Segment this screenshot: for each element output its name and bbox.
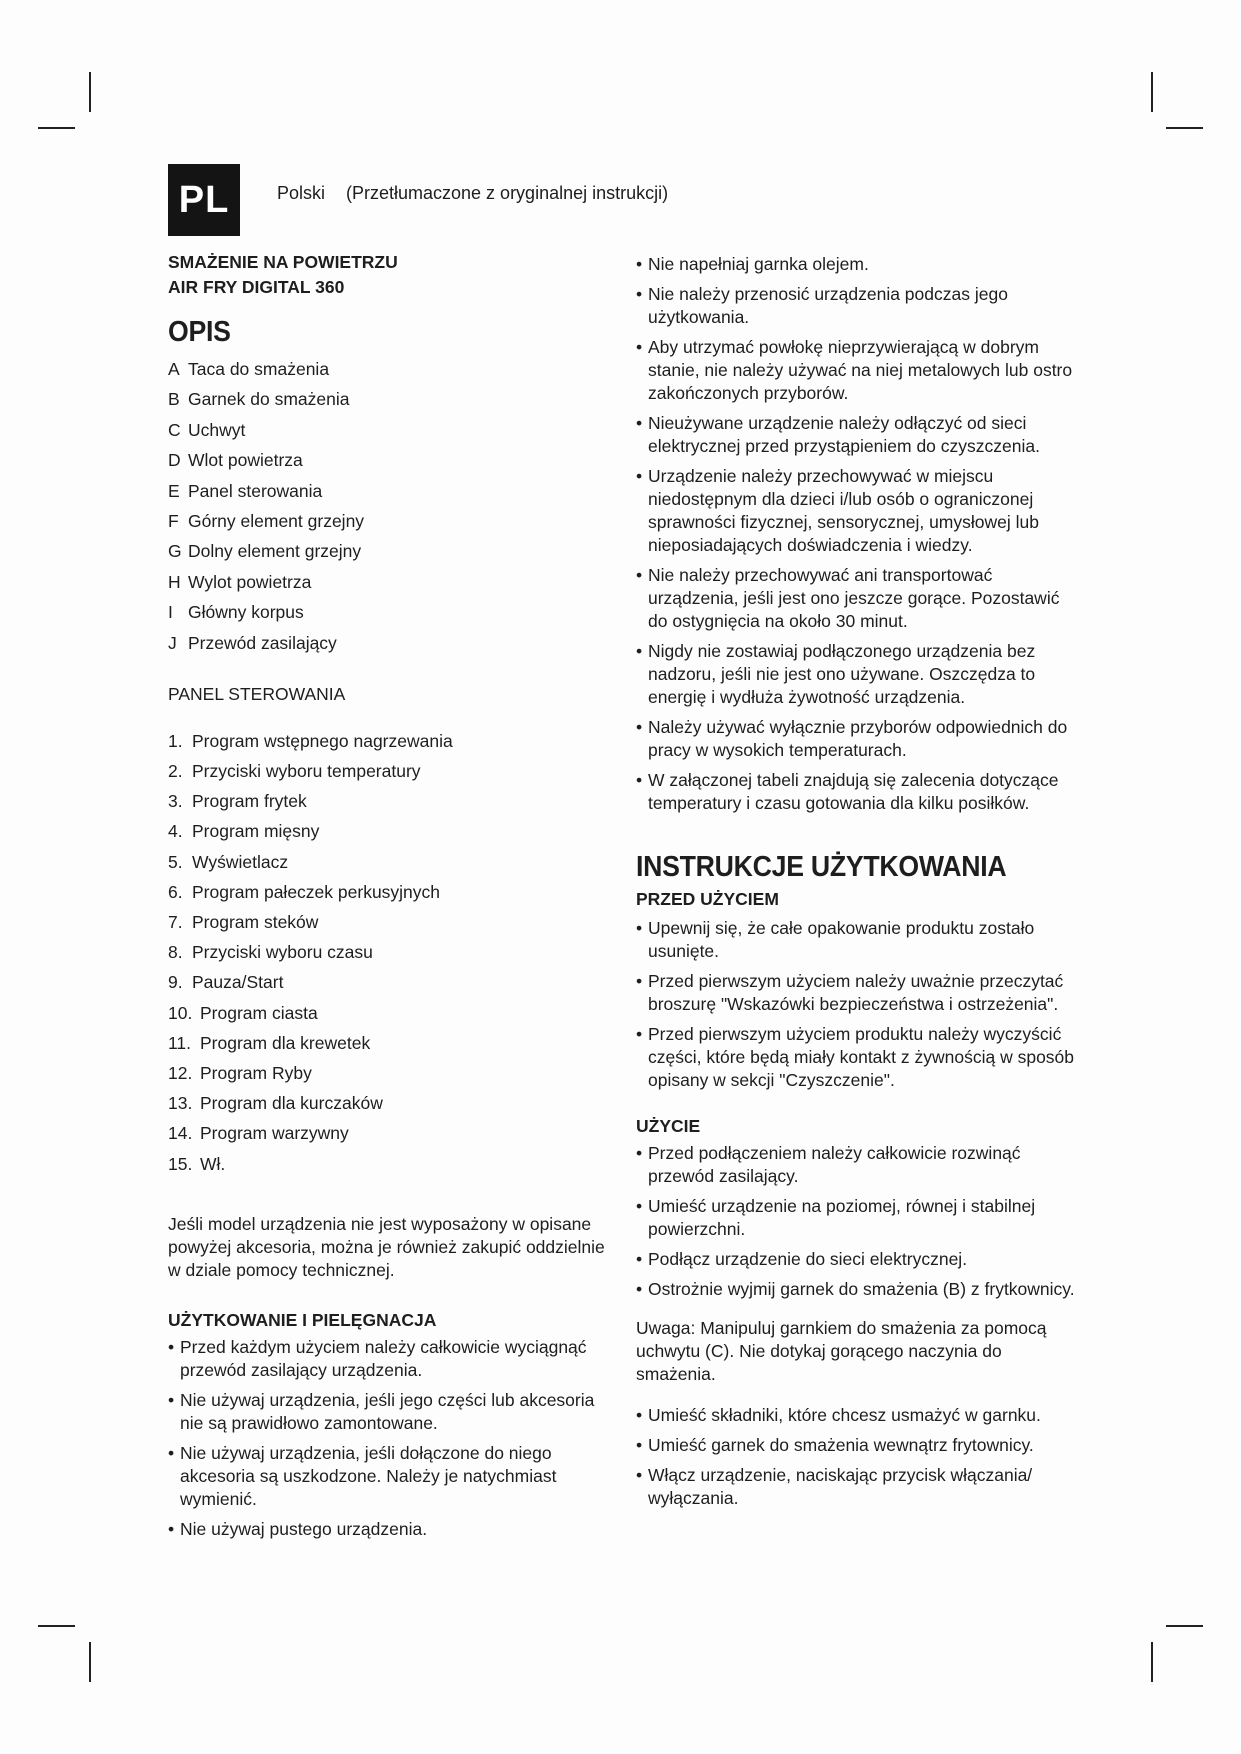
list-item: I Główny korpus: [168, 602, 304, 623]
list-item: G Dolny element grzejny: [168, 541, 362, 562]
instructions-heading: INSTRUKCJE UŻYTKOWANIA: [636, 851, 1007, 883]
list-item: 3. Program frytek: [168, 791, 307, 812]
control-panel-list: [168, 726, 608, 1179]
list-item: • Nie napełniaj garnka olejem.: [636, 253, 1076, 276]
list-item: • Upewnij się, że całe opakowanie produktu zostało usunięte.: [636, 917, 1076, 963]
list-item: 11. Program dla krewetek: [168, 1032, 371, 1053]
list-item: C Uchwyt: [168, 419, 246, 440]
crop-mark-tr-v: [1151, 72, 1153, 112]
list-item: H Wylot powietrza: [168, 571, 312, 592]
list-item: F Górny element grzejny: [168, 510, 365, 531]
product-title-line2: AIR FRY DIGITAL 360: [168, 277, 345, 297]
description-heading: OPIS: [168, 316, 231, 348]
crop-mark-br-v: [1151, 1642, 1153, 1682]
list-item: 6. Program pałeczek perkusyjnych: [168, 881, 441, 902]
crop-mark-bl-v: [89, 1642, 91, 1682]
list-item: • Nieużywane urządzenie należy odłączyć od sieci elektrycznej przed przystąpieniem do czyszczenia.: [636, 412, 1076, 458]
list-item: 2. Przyciski wyboru temperatury: [168, 761, 421, 782]
care-list-left: [168, 1336, 608, 1541]
list-item: A Taca do smażenia: [168, 359, 330, 379]
list-item: E Panel sterowania: [168, 480, 323, 501]
list-item: • Przed każdym użyciem należy całkowicie wyciągnąć przewód zasilający urządzenia.: [168, 1336, 608, 1382]
list-item: D Wlot powietrza: [168, 450, 303, 471]
list-item: • Umieść garnek do smażenia wewnątrz frytownicy.: [636, 1434, 1076, 1457]
care-list-right: [636, 253, 1076, 815]
language-code-badge: PL: [168, 164, 240, 236]
list-item: B Garnek do smażenia: [168, 389, 350, 410]
use-heading: UŻYCIE: [636, 1116, 701, 1136]
list-item: • Włącz urządzenie, naciskając przycisk włączania/ wyłączania.: [636, 1464, 1076, 1510]
product-title-line1: SMAŻENIE NA POWIETRZU: [168, 252, 398, 272]
language-name: Polski: [277, 183, 326, 203]
list-item: 4. Program mięsny: [168, 821, 320, 842]
list-item: • Nie używaj pustego urządzenia.: [168, 1518, 608, 1541]
before-use-list: [636, 917, 1076, 1092]
list-item: • Podłącz urządzenie do sieci elektrycznej.: [636, 1248, 1076, 1271]
list-item: • W załączonej tabeli znajdują się zalecenia dotyczące temperatury i czasu gotowania dla kilku posiłków.: [636, 769, 1076, 815]
left-column: [168, 250, 608, 1548]
list-item: J Przewód zasilający: [168, 632, 337, 653]
list-item: 8. Przyciski wyboru czasu: [168, 942, 373, 963]
care-heading: UŻYTKOWANIE I PIELĘGNACJA: [168, 1309, 437, 1330]
list-item: • Przed pierwszym użyciem produktu należy wyczyścić części, które będą miały kontakt z żywnością w sposób opisany w sekcji "Czyszczenie".: [636, 1023, 1076, 1092]
accessories-note: Jeśli model urządzenia nie jest wyposażony w opisane powyżej akcesoria, można je również zakupić oddzielnie w dziale pomocy technicznej.: [168, 1213, 605, 1280]
list-item: 12. Program Ryby: [168, 1062, 312, 1083]
list-item: • Ostrożnie wyjmij garnek do smażenia (B) z frytkownicy.: [636, 1278, 1076, 1301]
list-item: 1. Program wstępnego nagrzewania: [168, 730, 453, 751]
list-item: 7. Program steków: [168, 912, 319, 933]
list-item: • Nie używaj urządzenia, jeśli dołączone do niego akcesoria są uszkodzone. Należy je natychmiast wymienić.: [168, 1442, 608, 1511]
crop-mark-tl-h: [38, 127, 75, 129]
right-column: [636, 253, 1076, 1517]
use-list-b: [636, 1404, 1076, 1510]
list-item: 15. Wł.: [168, 1153, 226, 1174]
list-item: • Nie należy przenosić urządzenia podczas jego użytkowania.: [636, 283, 1076, 329]
list-item: • Aby utrzymać powłokę nieprzywierającą w dobrym stanie, nie należy używać na niej metalowych lub ostro zakończonych przyborów.: [636, 336, 1076, 405]
list-item: • Nie używaj urządzenia, jeśli jego części lub akcesoria nie są prawidłowo zamontowane.: [168, 1389, 608, 1435]
list-item: 9. Pauza/Start: [168, 972, 284, 993]
list-item: • Przed podłączeniem należy całkowicie rozwinąć przewód zasilający.: [636, 1142, 1076, 1188]
crop-mark-bl-h: [38, 1625, 75, 1627]
list-item: • Umieść urządzenie na poziomej, równej i stabilnej powierzchni.: [636, 1195, 1076, 1241]
crop-mark-tr-h: [1166, 127, 1203, 129]
use-list-a: [636, 1142, 1076, 1301]
list-item: • Nigdy nie zostawiaj podłączonego urządzenia bez nadzoru, jeśli nie jest ono używane. Oszczędza to energię i wydłuża żywotność urządzenia.: [636, 640, 1076, 709]
crop-mark-br-h: [1166, 1625, 1203, 1627]
list-item: 10. Program ciasta: [168, 1002, 318, 1023]
list-item: 13. Program dla kurczaków: [168, 1093, 383, 1114]
use-note: Uwaga: Manipuluj garnkiem do smażenia za pomocą uchwytu (C). Nie dotykaj gorącego naczynia do smażenia.: [636, 1318, 1047, 1384]
list-item: • Nie należy przechowywać ani transportować urządzenia, jeśli jest ono jeszcze gorące. Pozostawić do ostygnięcia na około 30 minut.: [636, 564, 1076, 633]
list-item: • Przed pierwszym użyciem należy uważnie przeczytać broszurę "Wskazówki bezpieczeństwa i ostrzeżenia".: [636, 970, 1076, 1016]
parts-list: [168, 354, 608, 658]
list-item: • Urządzenie należy przechowywać w miejscu niedostępnym dla dzieci i/lub osób o ograniczonej sprawności fizycznej, sensorycznej, umysłowej lub nieposiadających doświadczenia i wiedzy.: [636, 465, 1076, 557]
before-use-heading: PRZED UŻYCIEM: [636, 889, 779, 909]
control-panel-heading: PANEL STEROWANIA: [168, 683, 346, 704]
list-item: • Umieść składniki, które chcesz usmażyć w garnku.: [636, 1404, 1076, 1427]
list-item: 14. Program warzywny: [168, 1123, 349, 1144]
crop-mark-tl-v: [89, 72, 91, 112]
list-item: 5. Wyświetlacz: [168, 851, 289, 872]
translation-note: (Przetłumaczone z oryginalnej instrukcji): [346, 183, 669, 203]
list-item: • Należy używać wyłącznie przyborów odpowiednich do pracy w wysokich temperaturach.: [636, 716, 1076, 762]
